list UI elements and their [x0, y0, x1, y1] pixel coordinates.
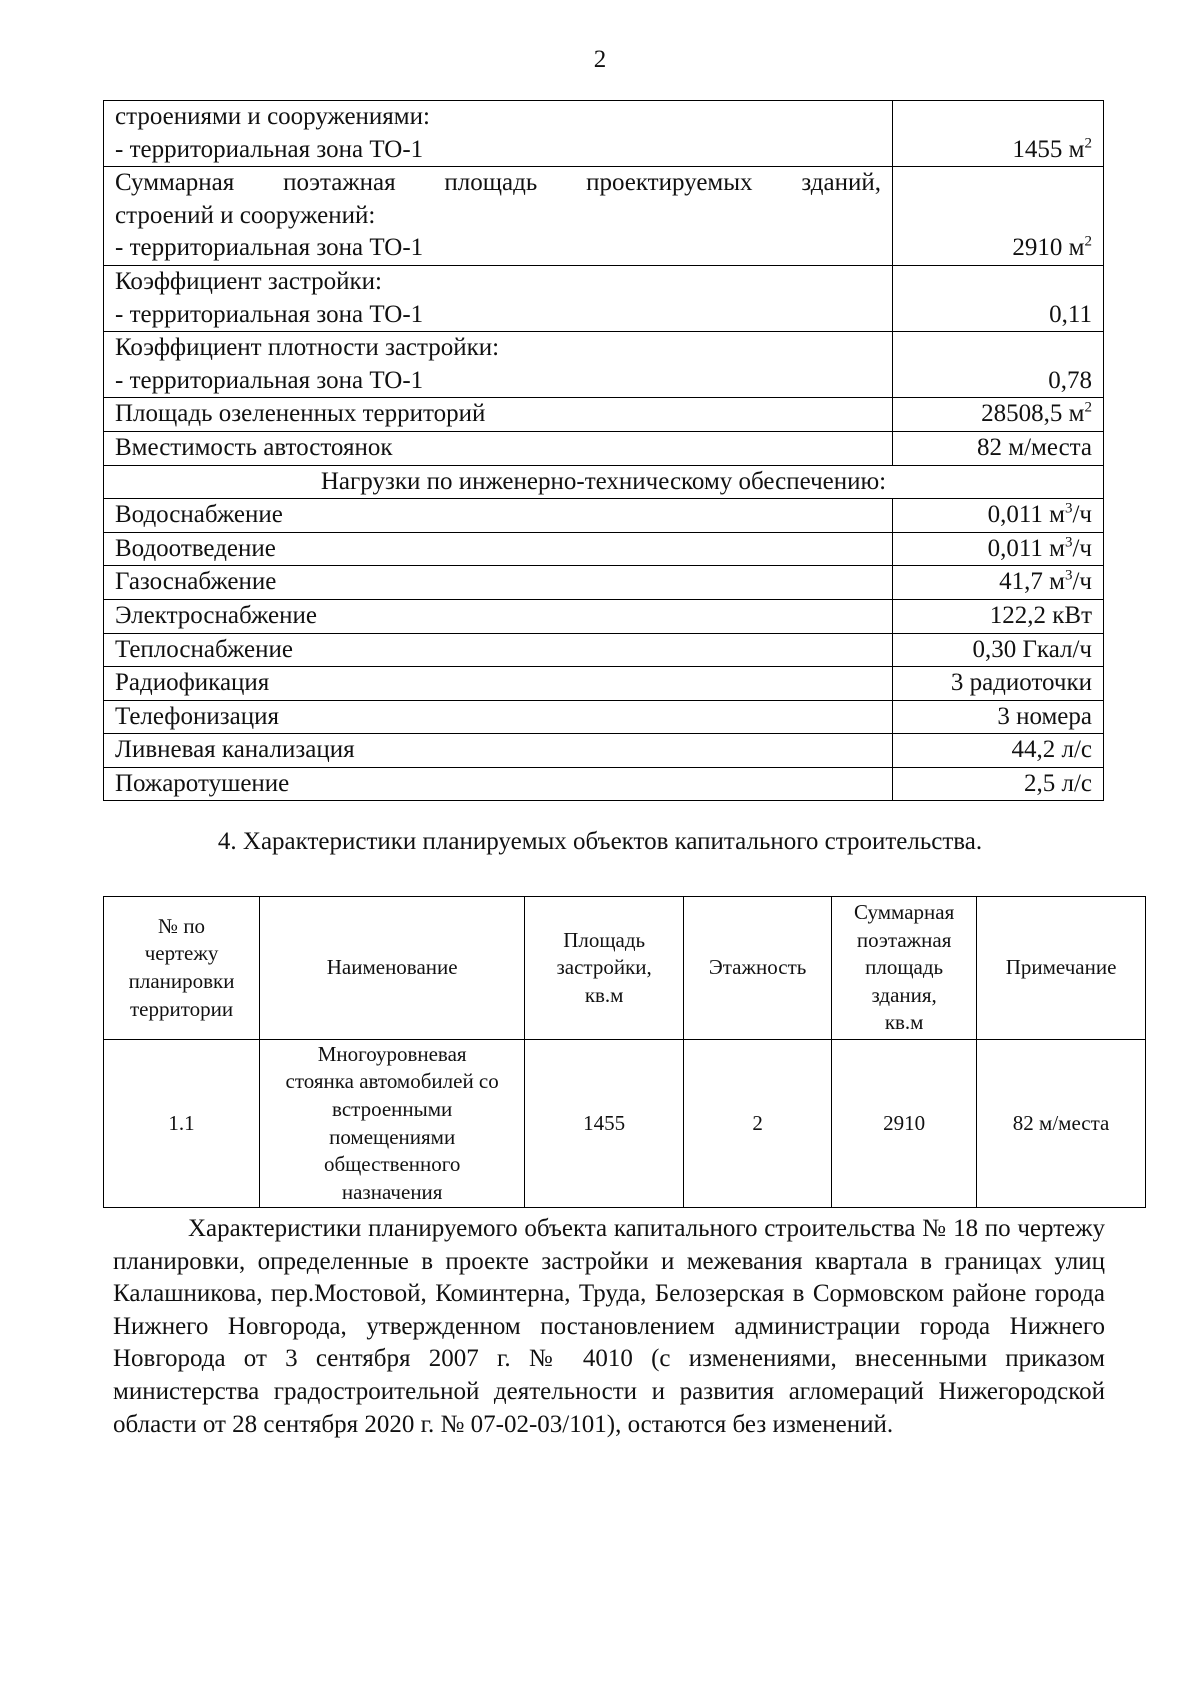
page-number: 2	[593, 46, 607, 73]
indicator-row	[104, 101, 1104, 167]
load-value	[893, 599, 1104, 633]
table-cell-line: Многоуровневая	[317, 1041, 467, 1066]
column-header-line: территории	[129, 996, 234, 1021]
load-row	[104, 700, 1104, 734]
load-label: Газоснабжение	[104, 566, 893, 600]
load-label: Радиофикация	[104, 667, 893, 701]
load-value-sup: 3	[1064, 567, 1073, 584]
column-header	[832, 897, 977, 1040]
indicator-value-text: 2910 м	[1012, 234, 1085, 262]
indicator-label-line: Вместимость автостоянок	[115, 433, 393, 461]
indicator-value-text: 28508,5 м	[981, 400, 1085, 428]
load-value-suffix: /ч	[1072, 568, 1092, 596]
indicator-label-line: Площадь озелененных территорий	[115, 400, 486, 428]
table-cell-line: назначения	[341, 1179, 443, 1204]
table-cell-line: 82 м/места	[1012, 1110, 1110, 1135]
column-header	[977, 897, 1146, 1040]
load-value-text: 41,7 м	[999, 568, 1065, 596]
table-cell	[684, 1040, 832, 1208]
load-value	[893, 532, 1104, 566]
load-row	[104, 667, 1104, 701]
indicator-value	[893, 431, 1104, 465]
load-value-text: 44,2 л/с	[1011, 736, 1092, 764]
indicator-row	[104, 265, 1104, 331]
table-cell-line: 1455	[583, 1110, 626, 1135]
indicator-label-line: Коэффициент плотности застройки:	[115, 334, 500, 362]
load-value	[893, 767, 1104, 801]
indicator-row	[104, 398, 1104, 432]
load-label: Электроснабжение	[104, 599, 893, 633]
indicator-label-line: - территориальная зона ТО-1	[115, 234, 424, 262]
paragraph-text: Характеристики планируемого объекта капитального строительства № 18 по чертежу планировки, определенные в проекте застройки и межевания квартала в границах улиц Калашникова, пер.Мостовой, Коминтерна, Труда, Белозерская в Сормовском районе города Нижнего Новгорода, утвержденном постановлением администрации города Нижнего Новгорода от 3 сентября 2007 г. № 4010 (с изменениями, внесенными приказом министерства градостроительной деятельности и развития агломераций Нижегородской области от 28 сентября 2020 г. № 07-02-03/101), остаются без изменений.	[113, 1215, 1105, 1438]
load-value	[893, 499, 1104, 533]
loads-header: Нагрузки по инженерно-техническому обеспечению:	[104, 465, 1104, 499]
table-cell-line: стоянка автомобилей со	[285, 1069, 499, 1094]
column-header	[684, 897, 832, 1040]
column-header	[525, 897, 684, 1040]
load-value-text: 0,30 Гкал/ч	[972, 635, 1092, 663]
column-header-line: Примечание	[1005, 955, 1117, 980]
column-header-line: кв.м	[884, 1010, 924, 1035]
column-header-line: застройки,	[556, 955, 652, 980]
indicator-label-line: строениями и сооружениями:	[115, 103, 430, 130]
indicator-label-line: Суммарная поэтажная площадь проектируемых зданий,	[115, 169, 881, 197]
load-row	[104, 767, 1104, 801]
table-cell	[832, 1040, 977, 1208]
load-label: Телефонизация	[104, 700, 893, 734]
table-cell	[104, 1040, 260, 1208]
loads-header-row	[104, 465, 1104, 499]
section-4-title: 4. Характеристики планируемых объектов капитального строительства.	[217, 828, 983, 855]
indicator-value-text: 0,78	[1048, 366, 1092, 394]
indicator-label	[104, 398, 893, 432]
characteristics-paragraph	[113, 1213, 1105, 1441]
column-header-line: площадь	[865, 955, 944, 980]
indicator-label	[104, 167, 893, 266]
load-value-text: 0,011 м	[987, 534, 1065, 562]
load-row	[104, 532, 1104, 566]
indicator-row	[104, 167, 1104, 266]
indicator-value	[893, 398, 1104, 432]
load-value	[893, 566, 1104, 600]
indicator-label-line: - территориальная зона ТО-1	[115, 300, 424, 328]
indicator-value-text: 0,11	[1049, 300, 1092, 328]
load-row	[104, 566, 1104, 600]
load-value	[893, 633, 1104, 667]
load-value-suffix: /ч	[1072, 501, 1092, 529]
indicator-value	[893, 101, 1104, 167]
column-header-line: Площадь	[563, 927, 646, 952]
table-cell-line: 2	[752, 1110, 763, 1135]
table-row	[104, 1040, 1146, 1208]
indicator-label-line: строений и сооружений:	[115, 201, 376, 229]
indicator-label	[104, 431, 893, 465]
indicator-value-text: 82 м/места	[977, 433, 1092, 461]
table-cell-line: помещениями	[329, 1124, 456, 1149]
load-value-text: 122,2 кВт	[989, 601, 1092, 629]
column-header-line: № по	[158, 913, 206, 938]
column-header-line: Наименование	[326, 955, 458, 980]
column-header-line: Этажность	[708, 955, 807, 980]
table-cell	[260, 1040, 525, 1208]
load-label: Водоотведение	[104, 532, 893, 566]
column-header-line: кв.м	[584, 982, 624, 1007]
indicator-label	[104, 265, 893, 331]
table-cell	[977, 1040, 1146, 1208]
load-value-text: 2,5 л/с	[1023, 769, 1092, 797]
table-header-row	[104, 897, 1146, 1040]
load-value	[893, 667, 1104, 701]
indicator-label	[104, 101, 893, 167]
table-cell-line: 1.1	[168, 1110, 195, 1135]
indicator-value-text: 1455 м	[1012, 135, 1085, 163]
indicator-value	[893, 265, 1104, 331]
indicator-value-sup: 2	[1084, 135, 1092, 152]
indicator-value	[893, 332, 1104, 398]
load-value	[893, 734, 1104, 768]
indicator-row	[104, 332, 1104, 398]
load-value-text: 3 номера	[997, 702, 1092, 730]
load-row	[104, 633, 1104, 667]
load-row	[104, 599, 1104, 633]
indicator-label-line: - территориальная зона ТО-1	[115, 366, 424, 394]
capital-objects-table	[103, 896, 1146, 1208]
load-row	[104, 499, 1104, 533]
table-cell	[525, 1040, 684, 1208]
indicator-label	[104, 332, 893, 398]
load-value-sup: 3	[1064, 500, 1073, 517]
column-header	[104, 897, 260, 1040]
load-label: Ливневая канализация	[104, 734, 893, 768]
load-label: Водоснабжение	[104, 499, 893, 533]
indicator-value-sup: 2	[1084, 400, 1092, 417]
indicator-label-line: - территориальная зона ТО-1	[115, 135, 424, 163]
indicator-label-line: Коэффициент застройки:	[115, 267, 383, 295]
table-cell-line: встроенными	[332, 1096, 453, 1121]
column-header-line: Суммарная	[854, 900, 955, 925]
column-header-line: чертежу	[144, 941, 219, 966]
table-cell-line: общественного	[323, 1152, 461, 1177]
load-value-text: 0,011 м	[987, 501, 1065, 529]
indicator-value-sup: 2	[1084, 234, 1092, 251]
indicator-value	[893, 167, 1104, 266]
column-header-line: здания,	[871, 982, 937, 1007]
load-row	[104, 734, 1104, 768]
load-value-sup: 3	[1064, 534, 1073, 551]
load-value-suffix: /ч	[1072, 534, 1092, 562]
load-value	[893, 700, 1104, 734]
column-header-line: поэтажная	[856, 927, 952, 952]
load-value-text: 3 радиоточки	[950, 669, 1092, 697]
indicator-row	[104, 431, 1104, 465]
indicators-table	[103, 100, 1104, 801]
load-label: Теплоснабжение	[104, 633, 893, 667]
column-header-line: планировки	[128, 969, 235, 993]
column-header	[260, 897, 525, 1040]
load-label: Пожаротушение	[104, 767, 893, 801]
table-cell-line: 2910	[883, 1110, 926, 1135]
